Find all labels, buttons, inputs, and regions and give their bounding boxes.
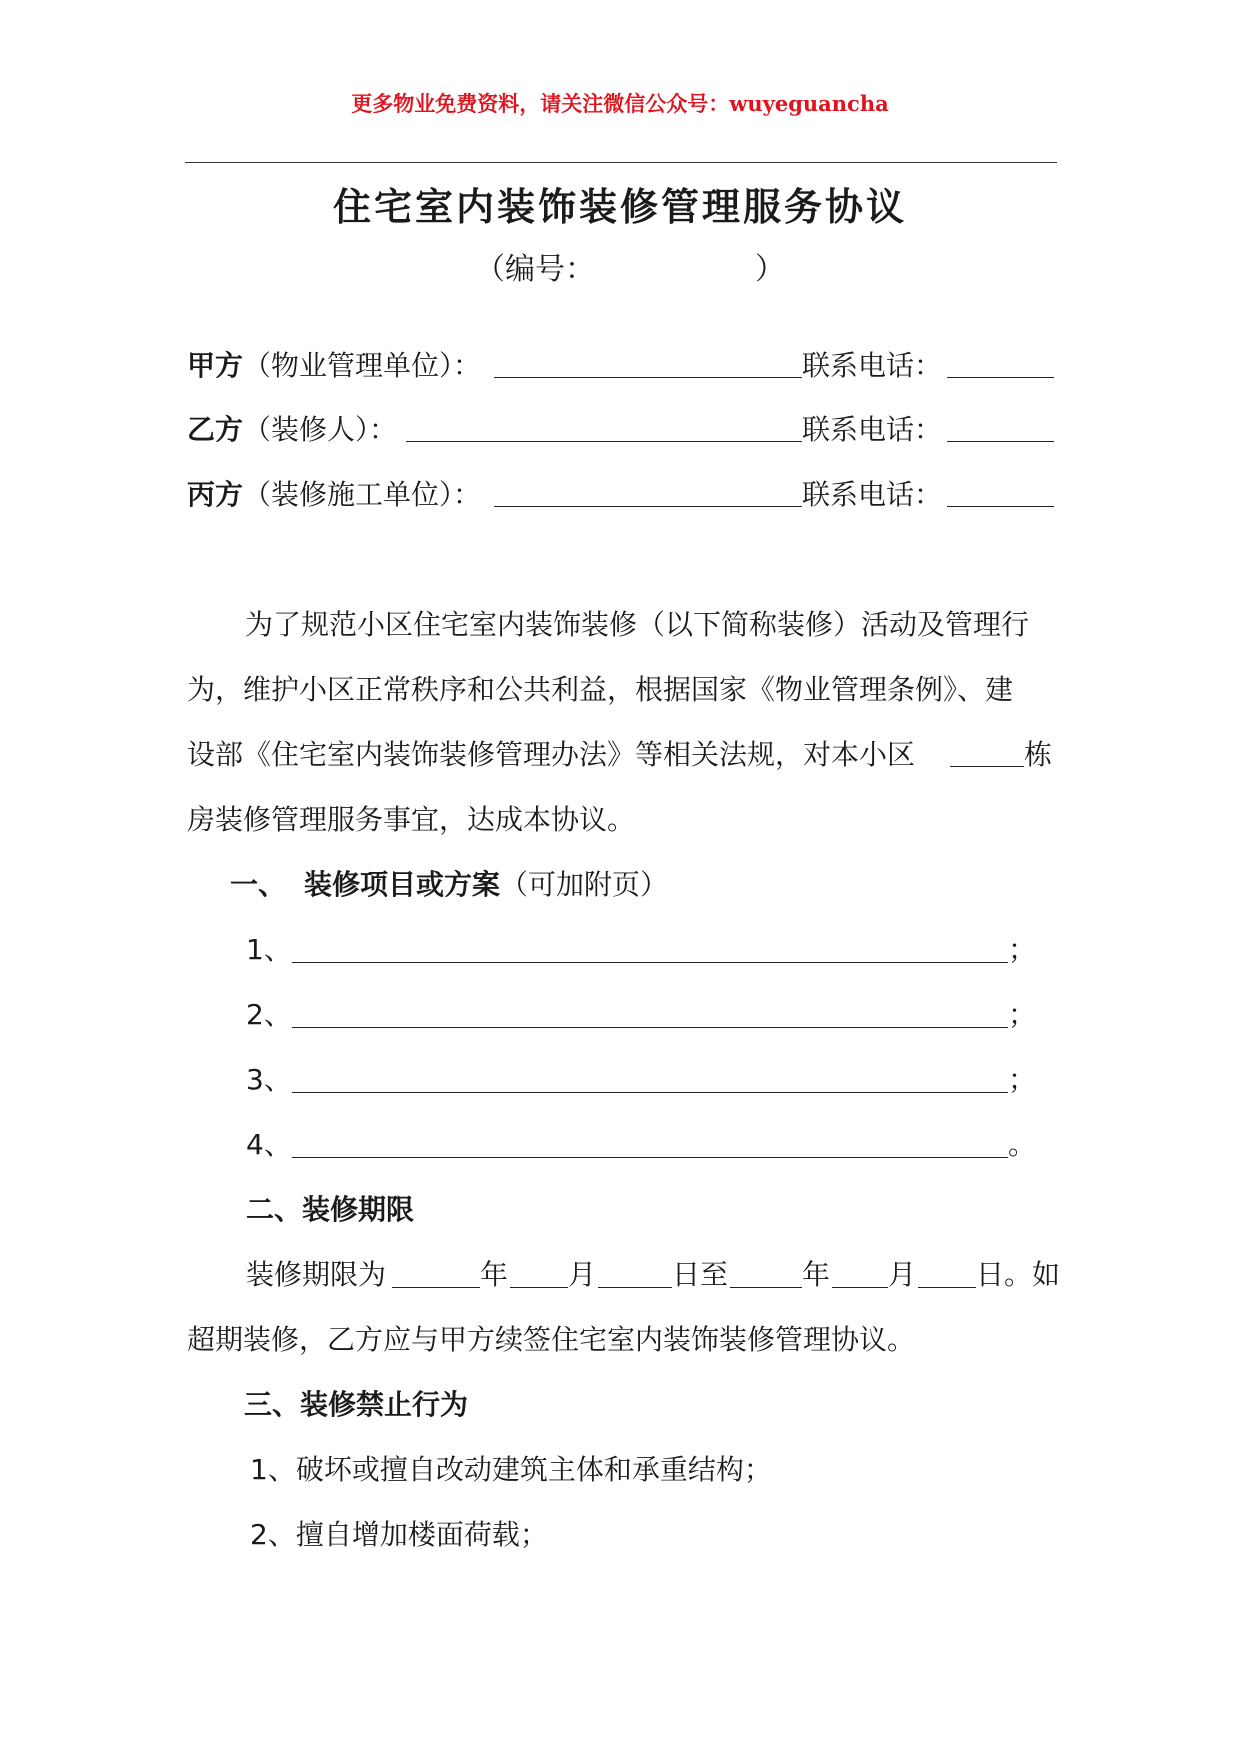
section-1-heading: [230, 863, 668, 903]
prohibited-item-2: 2、擅自增加楼面荷载；: [250, 1518, 548, 1551]
item-3-number: 3、: [246, 1063, 292, 1096]
end-day-label: 日。如: [976, 1258, 1061, 1291]
party-b-label: 乙方: [187, 413, 244, 446]
building-number-field[interactable]: [950, 766, 1024, 767]
start-year-field[interactable]: [392, 1287, 480, 1288]
header-banner: 更多物业免费资料，请关注微信公众号：wuyeguancha: [351, 91, 889, 116]
end-year-label: 年: [802, 1258, 831, 1291]
intro-line-3: 设部《住宅室内装饰装修管理办法》等相关法规，对本小区: [187, 738, 916, 771]
party-c-label: 丙方: [187, 478, 244, 511]
start-month-label: 月: [568, 1258, 597, 1291]
end-month-label: 月: [888, 1258, 917, 1291]
item-3-end: ；: [1008, 1063, 1037, 1096]
intro-line-4: 房装修管理服务事宜，达成本协议。: [187, 803, 636, 836]
party-b: [187, 408, 397, 448]
start-day-field[interactable]: [598, 1287, 672, 1288]
party-a-phone-field[interactable]: [947, 377, 1054, 378]
section-1-number: 一、: [230, 868, 287, 901]
party-c-phone-label: 联系电话：: [802, 478, 943, 511]
item-1-end: ；: [1008, 933, 1037, 966]
party-b-phone-label: 联系电话：: [802, 413, 943, 446]
document-number: [475, 244, 785, 288]
party-c-name-field[interactable]: [494, 506, 802, 507]
period-prefix: 装修期限为: [246, 1258, 387, 1291]
party-b-name-field[interactable]: [406, 441, 802, 442]
section-1-title: 装修项目或方案: [304, 868, 501, 901]
intro-line-3-end: 栋: [1024, 738, 1053, 771]
prohibited-item-1: 1、破坏或擅自改动建筑主体和承重结构；: [250, 1453, 772, 1486]
item-4-end: 。: [1008, 1128, 1037, 1161]
party-a-phone-label: 联系电话：: [802, 349, 943, 382]
section-2-heading: 二、装修期限: [246, 1193, 415, 1226]
intro-line-2: 为，维护小区正常秩序和公共利益，根据国家《物业管理条例》、建: [187, 673, 1014, 706]
section-3-heading: 三、装修禁止行为: [244, 1388, 469, 1421]
start-day-label: 日至: [672, 1258, 729, 1291]
number-close: ）: [755, 252, 785, 287]
item-1-field[interactable]: [292, 962, 1008, 963]
party-a-label: 甲方: [187, 349, 244, 382]
party-c-role: （装修施工单位）：: [243, 478, 482, 511]
header-divider: [185, 162, 1057, 163]
number-label: （编号：: [475, 252, 595, 287]
start-year-label: 年: [480, 1258, 509, 1291]
party-a-role: （物业管理单位）：: [243, 349, 482, 382]
item-2-field[interactable]: [292, 1027, 1008, 1028]
section-1-note: （可加附页）: [500, 868, 669, 901]
party-a: [187, 344, 481, 384]
item-2-end: ；: [1008, 998, 1037, 1031]
end-day-field[interactable]: [918, 1287, 976, 1288]
item-4-field[interactable]: [292, 1157, 1008, 1158]
period-line-2: 超期装修，乙方应与甲方续签住宅室内装饰装修管理协议。: [187, 1323, 916, 1356]
item-4-number: 4、: [246, 1128, 292, 1161]
party-b-role: （装修人）：: [243, 413, 398, 446]
party-b-phone-field[interactable]: [947, 441, 1054, 442]
party-c-phone-field[interactable]: [947, 506, 1054, 507]
item-2-number: 2、: [246, 998, 292, 1031]
end-month-field[interactable]: [832, 1287, 888, 1288]
party-a-name-field[interactable]: [494, 377, 802, 378]
end-year-field[interactable]: [730, 1287, 802, 1288]
start-month-field[interactable]: [510, 1287, 568, 1288]
party-c: [187, 473, 481, 513]
intro-line-1: 为了规范小区住宅室内装饰装修（以下简称装修）活动及管理行: [245, 608, 1030, 641]
document-title: 住宅室内装饰装修管理服务协议: [332, 185, 907, 229]
item-1-number: 1、: [246, 933, 292, 966]
item-3-field[interactable]: [292, 1092, 1008, 1093]
